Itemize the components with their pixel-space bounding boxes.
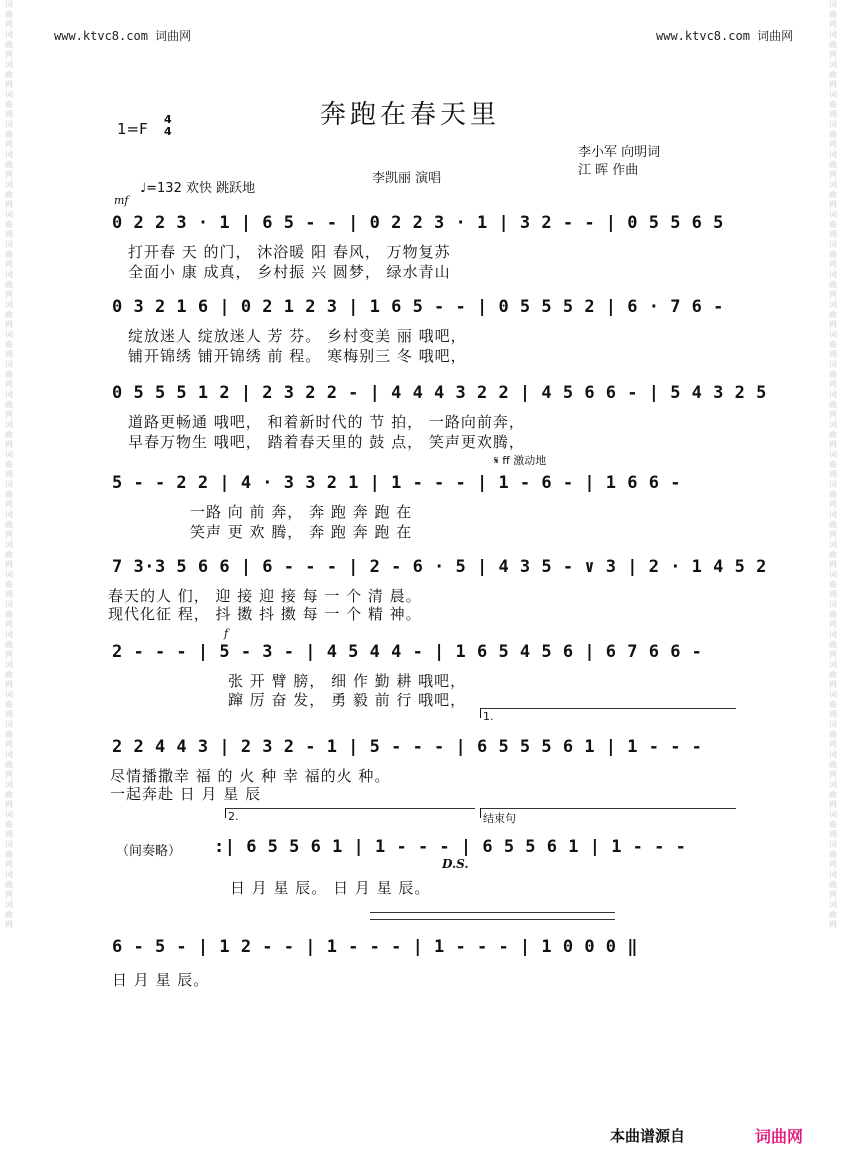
lyric-row-7-verse-1: 尽情播撒幸 福 的 火 种 幸 福的火 种。 [110,767,391,785]
lyric-row-8: 日 月 星 辰。 日 月 星 辰。 [230,879,431,897]
lyric-row-7-verse-2: 一起奔赴 日 月 星 辰 [110,785,262,803]
lyric-row-6-verse-2: 蹿 厉 奋 发， 勇 毅 前 行 哦吧， [228,691,467,709]
song-title: 奔跑在春天里 [320,100,501,130]
notation-row-6: 2 - - - | 5 - 3 - | 4 5 4 4 - | 1 6 5 4 5 6 | 6 7 6 6 - [112,642,703,662]
lyric-row-3-verse-1: 道路更畅通 哦吧， 和着新时代的 节 拍， 一路向前奔， [128,413,525,431]
notation-row-4: 5 - - 2 2 | 4 · 3 3 2 1 | 1 - - - | 1 - 6 - | 1 6 6 - [112,473,681,493]
lyricist: 李小军 向明词 [578,145,661,160]
lyric-row-1-verse-1: 打开春 天 的门， 沐浴暖 阳 春风， 万物复苏 [128,243,451,261]
lyric-row-2-verse-2: 铺开锦绣 铺开锦绣 前 程。 寒梅别三 冬 哦吧， [128,347,467,365]
volta-2-label: 2. [228,810,239,823]
lyric-row-1-verse-2: 全面小 康 成真， 乡村振 兴 圆梦， 绿水青山 [128,263,451,281]
long-tie-upper [370,912,615,913]
watermark-left: www.ktvc8.com 词曲网 [54,29,192,43]
footer-source-label: 本曲谱源自 [610,1127,686,1145]
composer: 江 晖 作曲 [578,163,639,178]
notation-row-7: 2 2 4 4 3 | 2 3 2 - 1 | 5 - - - | 6 5 5 5 6 1 | 1 - - - [112,737,703,757]
interlude-note: （间奏略） [116,844,182,859]
volta-2-bracket-edge [225,808,226,818]
notation-row-9: 6 - 5 - | 1 2 - - | 1 - - - | 1 - - - | 1 0 0 0 ‖ [112,937,639,957]
singer: 李凯丽 演唱 [372,171,442,186]
volta-1-label: 1. [483,710,494,723]
volta-1-bracket [480,708,736,709]
time-signature-top: 4 [164,113,172,126]
volta-2-bracket [225,808,475,809]
ds-marking: D.S. [442,857,469,871]
ending-bracket [480,808,736,809]
lyric-row-5-verse-1: 春天的人 们， 迎 接 迎 接 每 一 个 清 晨。 [108,587,422,605]
watermark-right: www.ktvc8.com 词曲网 [656,29,794,43]
lyric-row-5-verse-2: 现代化征 程， 抖 擞 抖 擞 每 一 个 精 神。 [108,605,422,623]
notation-row-1: 0 2 2 3 · 1 | 6 5 - - | 0 2 2 3 · 1 | 3 2 - - | 0 5 5 6 5 [112,213,724,233]
lyric-row-4-verse-2: 笑声 更 欢 腾， 奔 跑 奔 跑 在 [190,523,413,541]
lyric-row-3-verse-2: 早春万物生 哦吧， 踏着春天里的 鼓 点， 笑声更欢腾， [128,433,525,451]
notation-row-2: 0 3 2 1 6 | 0 2 1 2 3 | 1 6 5 - - | 0 5 5 5 2 | 6 · 7 6 - [112,297,724,317]
ending-label: 结束句 [483,812,516,825]
time-signature-bottom: 4 [164,125,172,138]
dynamic-f: f [224,627,229,640]
notation-row-5: 7 3·3 5 6 6 | 6 - - - | 2 - 6 · 5 | 4 3 5 - ∨ 3 | 2 · 1 4 5 2 [112,557,767,577]
ending-bracket-edge [480,808,481,818]
volta-1-bracket-edge [480,708,481,718]
notation-row-3: 0 5 5 5 1 2 | 2 3 2 2 - | 4 4 4 3 2 2 | 4 5 6 6 - | 5 4 3 2 5 [112,383,767,403]
segno-ff-marking: 𝄋 ff 激动地 [494,454,547,467]
long-tie-lower [370,919,615,920]
side-watermark-left: 词曲网词曲网词曲网词曲网词曲网词曲网词曲网词曲网词曲网词曲网词曲网词曲网词曲网词曲网词曲网词曲网词曲网词曲网词曲网词曲网词曲网词曲网词曲网词曲网词曲网词曲网词曲网词曲网词曲网词曲网词曲网 [5,0,13,929]
dynamic-marking: mf [114,194,129,207]
footer-brand-link[interactable]: 词曲网 [755,1127,804,1146]
key-signature: 1=F [117,120,148,138]
lyric-row-9: 日 月 星 辰。 [112,971,210,989]
notation-row-8: :| 6 5 5 6 1 | 1 - - - | 6 5 5 6 1 | 1 - - - [214,837,687,857]
tempo-marking: ♩=132 欢快 跳跃地 [140,181,256,196]
side-watermark-right: 词曲网词曲网词曲网词曲网词曲网词曲网词曲网词曲网词曲网词曲网词曲网词曲网词曲网词曲网词曲网词曲网词曲网词曲网词曲网词曲网词曲网词曲网词曲网词曲网词曲网词曲网词曲网词曲网词曲网词曲网词曲网 [829,0,837,929]
lyric-row-2-verse-1: 绽放迷人 绽放迷人 芳 芬。 乡村变美 丽 哦吧， [128,327,467,345]
time-signature [164,114,172,138]
lyric-row-4-verse-1: 一路 向 前 奔， 奔 跑 奔 跑 在 [190,503,413,521]
lyric-row-6-verse-1: 张 开 臂 膀， 细 作 勤 耕 哦吧， [228,672,467,690]
